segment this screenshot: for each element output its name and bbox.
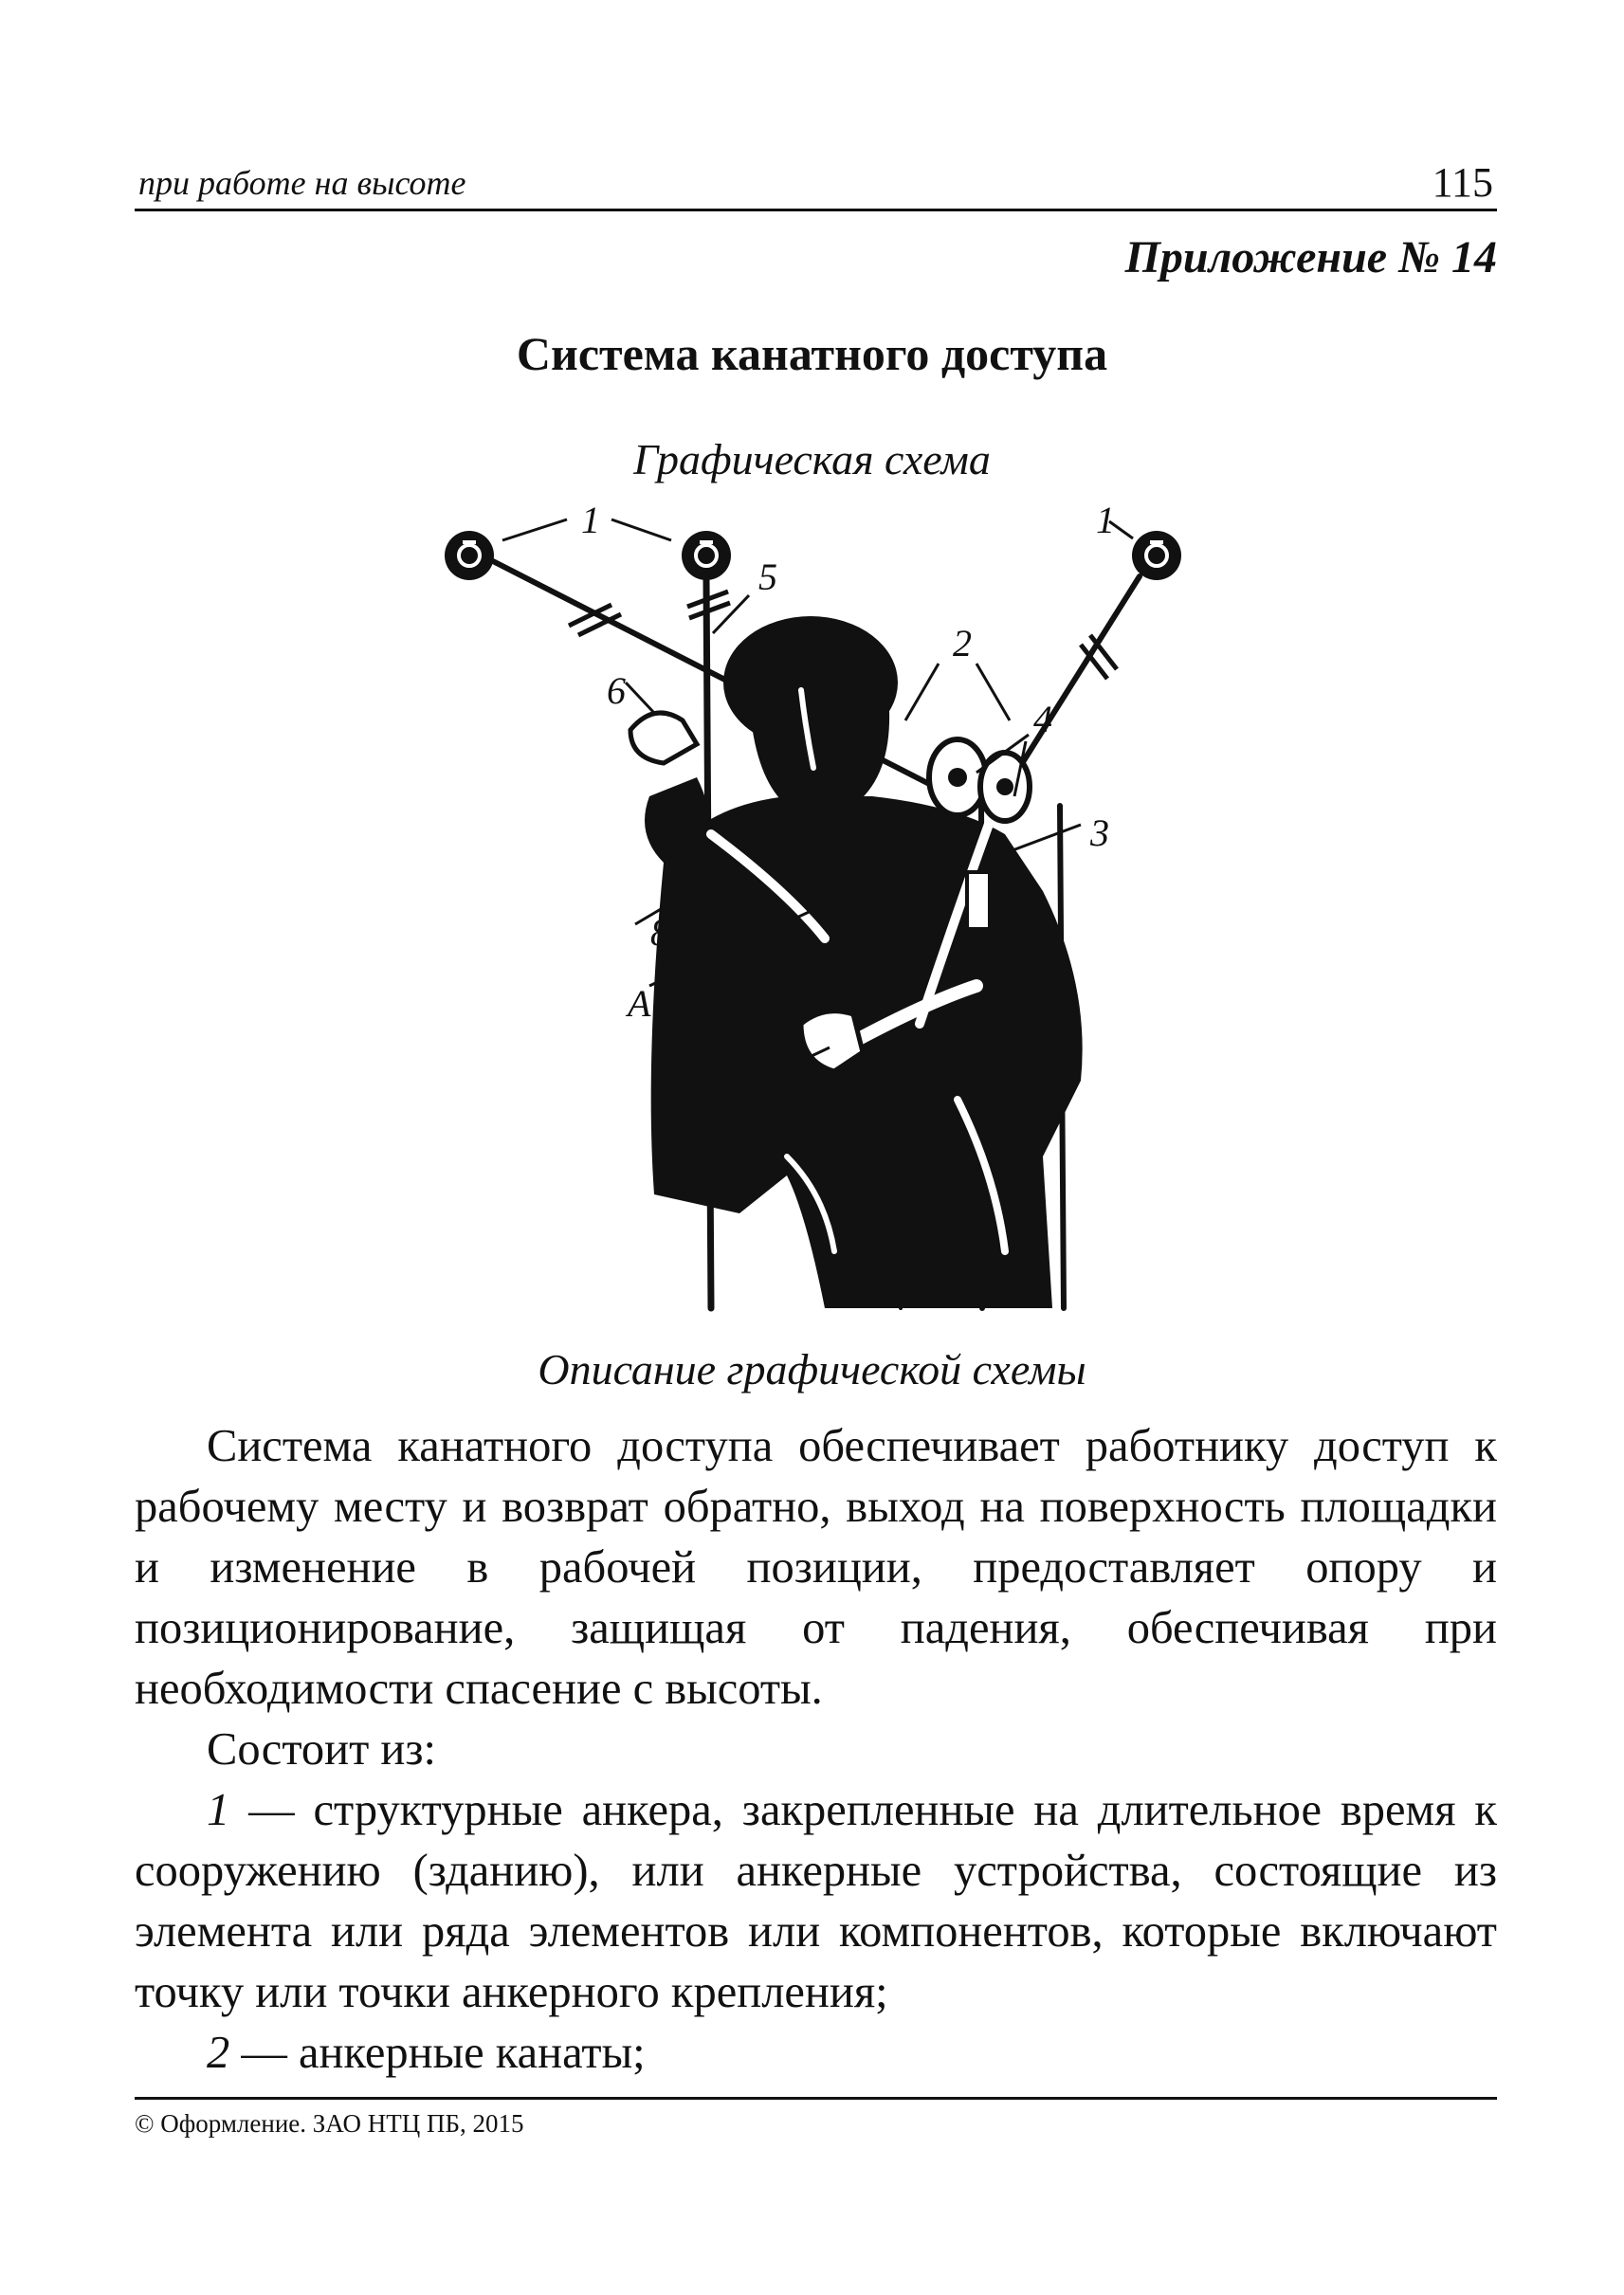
item-text: — анкерные канаты; [229,2028,646,2078]
label-1-right: 1 [1096,499,1115,541]
list-item [135,2023,1497,2084]
label-7: 7 [728,1089,747,1132]
anchor-right-icon [1132,531,1181,580]
anchor-left-icon [445,531,494,580]
footer-copyright: © Оформление. ЗАО НТЦ ПБ, 2015 [135,2097,1497,2139]
item-number: 1 [207,1785,230,1835]
anchor-middle-icon [682,531,731,580]
page-number: 115 [1432,159,1493,206]
figure-subtitle: Графическая схема [633,435,991,483]
item-text: — структурные анкера, закрепленные на длительное время к сооружению (зданию), или анкерные устройства, состоящие из элемента или ряда элементов или компонентов, которые включают точку или точки анкерного крепления; [135,1785,1497,2017]
label-4: 4 [1033,698,1052,740]
label-3: 3 [1090,811,1109,854]
item-number: 2 [207,2028,230,2078]
list-item [135,1780,1497,2023]
label-5: 5 [758,556,777,598]
label-2: 2 [953,622,972,665]
running-title: при работе на высоте [138,164,466,202]
running-head [135,152,1497,211]
label-6: 6 [607,669,626,712]
body-text [135,1416,1497,2084]
rope-access-figure [427,493,1204,1318]
label-a: А [628,982,651,1025]
paragraph: Состоит из: [207,1724,437,1775]
page-title: Система канатного доступа [516,327,1108,380]
label-1-left: 1 [581,499,600,541]
appendix-label: Приложение № 14 [1124,232,1497,282]
figure-caption: Описание графической схемы [538,1345,1086,1393]
paragraph: Система канатного доступа обеспечивает работнику доступ к рабочему месту и возврат обратно, выход на поверхность площадки и изменение в рабочей позиции, предоставляет опору и позиционирование, защищая от падения, обеспечивая при необходимости спасение с высоты. [135,1421,1497,1714]
label-8: 8 [650,911,669,954]
